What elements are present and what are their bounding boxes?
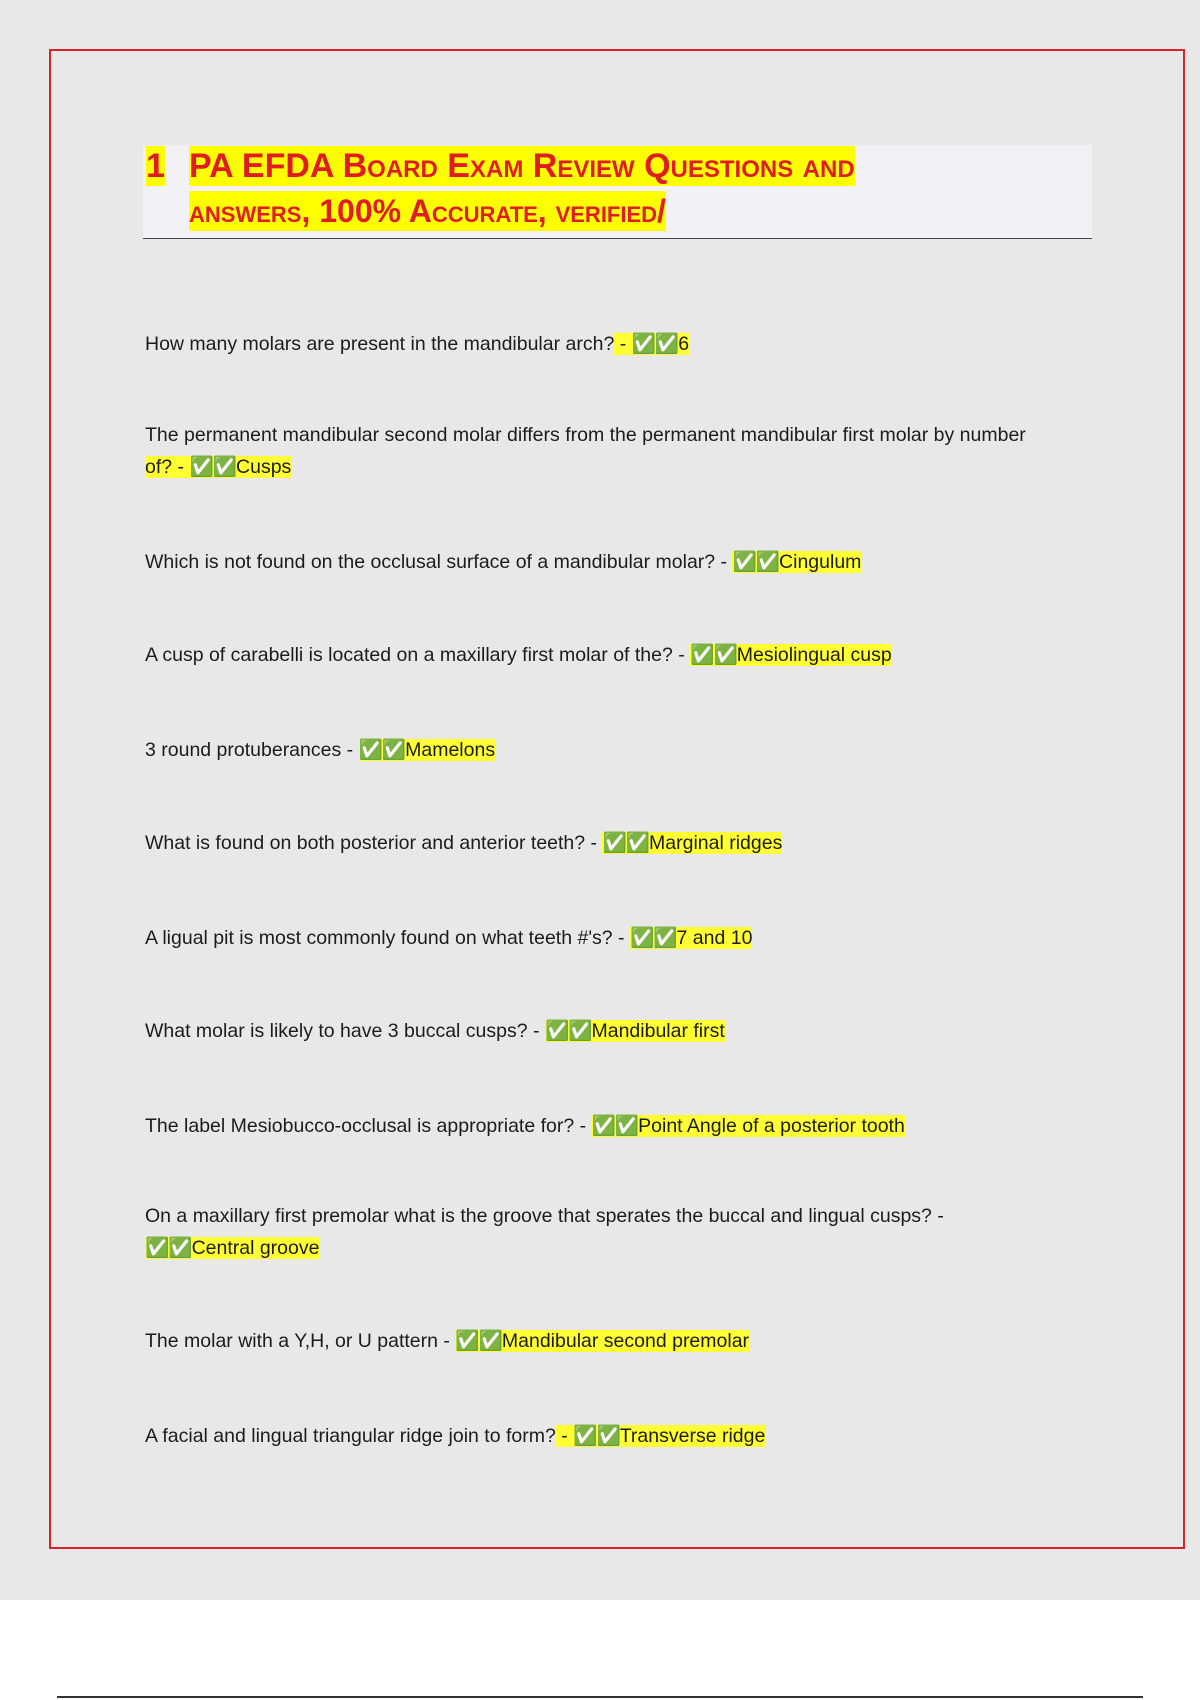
double-check-icon: ✅✅ <box>602 832 650 854</box>
question-text-tail: of? <box>145 456 173 478</box>
qa-item-10 <box>145 1200 1095 1264</box>
double-check-icon: ✅✅ <box>455 1330 502 1352</box>
qa-item-5 <box>145 734 1095 766</box>
double-check-icon: ✅✅ <box>358 739 406 761</box>
qa-item-11 <box>145 1325 1095 1357</box>
question-text: How many molars are present in the mandibular arch? <box>145 333 615 355</box>
qa-item-2 <box>145 419 1095 483</box>
qa-item-12 <box>145 1420 1095 1452</box>
answer-text: Central groove <box>191 1237 320 1259</box>
answer-text: Cingulum <box>779 551 862 573</box>
separator: - <box>555 1425 574 1447</box>
question-text: A cusp of carabelli is located on a maxillary first molar of the? <box>145 644 673 666</box>
double-check-icon: ✅✅ <box>573 1425 620 1447</box>
double-check-icon: ✅✅ <box>629 927 677 949</box>
question-text: The molar with a Y,H, or U pattern <box>145 1330 438 1352</box>
question-text: What molar is likely to have 3 buccal cusps? <box>145 1020 528 1042</box>
answer-text: Mandibular second premolar <box>501 1330 750 1352</box>
qa-item-6 <box>145 827 1095 859</box>
page-title-line-1: PA EFDA Board Exam Review Questions and <box>189 147 855 185</box>
separator: - <box>715 551 733 573</box>
qa-item-3 <box>145 546 1095 578</box>
answer-text: 7 and 10 <box>676 927 753 949</box>
answer-text: Marginal ridges <box>649 832 783 854</box>
answer-text: 6 <box>678 333 690 355</box>
question-text: A facial and lingual triangular ridge join to form? <box>145 1425 556 1447</box>
answer-text: Mamelons <box>405 739 496 761</box>
answer-text: Cusps <box>236 456 292 478</box>
qa-item-9 <box>145 1110 1095 1142</box>
question-text: The label Mesiobucco-occlusal is appropriate for? <box>145 1115 575 1137</box>
question-text: What is found on both posterior and anterior teeth? <box>145 832 586 854</box>
question-text: 3 round protuberances <box>145 739 342 761</box>
page-title-line-2: answers, 100% Accurate, verified/ <box>189 193 666 229</box>
question-text: Which is not found on the occlusal surface of a mandibular molar? <box>145 551 716 573</box>
double-check-icon: ✅✅ <box>591 1115 639 1137</box>
answer-text: Transverse ridge <box>619 1425 766 1447</box>
separator: - <box>612 927 630 949</box>
double-check-icon: ✅✅ <box>690 644 737 666</box>
question-text: The permanent mandibular second molar differs from the permanent mandibular first molar by number <box>145 424 1026 446</box>
page-border <box>49 49 1185 1549</box>
double-check-icon: ✅✅ <box>732 551 780 573</box>
double-check-icon: ✅✅ <box>544 1020 592 1042</box>
separator: - <box>527 1020 545 1042</box>
next-page-header-rule <box>57 1696 1143 1698</box>
qa-item-4 <box>145 639 1095 671</box>
qa-item-1 <box>145 328 1095 360</box>
separator: - <box>438 1330 456 1352</box>
answer-text: Mesiolingual cusp <box>736 644 892 666</box>
double-check-icon: ✅✅ <box>189 456 237 478</box>
double-check-icon: ✅✅ <box>631 333 679 355</box>
qa-item-8 <box>145 1015 1095 1047</box>
separator: - <box>614 333 632 355</box>
heading-number: 1 <box>146 147 165 185</box>
answer-text: Point Angle of a posterior tooth <box>638 1115 905 1137</box>
separator: - <box>172 456 190 478</box>
qa-item-7 <box>145 922 1095 954</box>
separator: - <box>672 644 691 666</box>
separator: - <box>574 1115 592 1137</box>
question-text: On a maxillary first premolar what is the groove that sperates the buccal and lingual cusps? <box>145 1205 932 1227</box>
separator: - <box>341 739 359 761</box>
separator: - <box>585 832 603 854</box>
separator: - <box>931 1205 944 1227</box>
double-check-icon: ✅✅ <box>145 1237 192 1259</box>
answer-text: Mandibular first <box>591 1020 725 1042</box>
question-text: A ligual pit is most commonly found on what teeth #'s? <box>145 927 613 949</box>
